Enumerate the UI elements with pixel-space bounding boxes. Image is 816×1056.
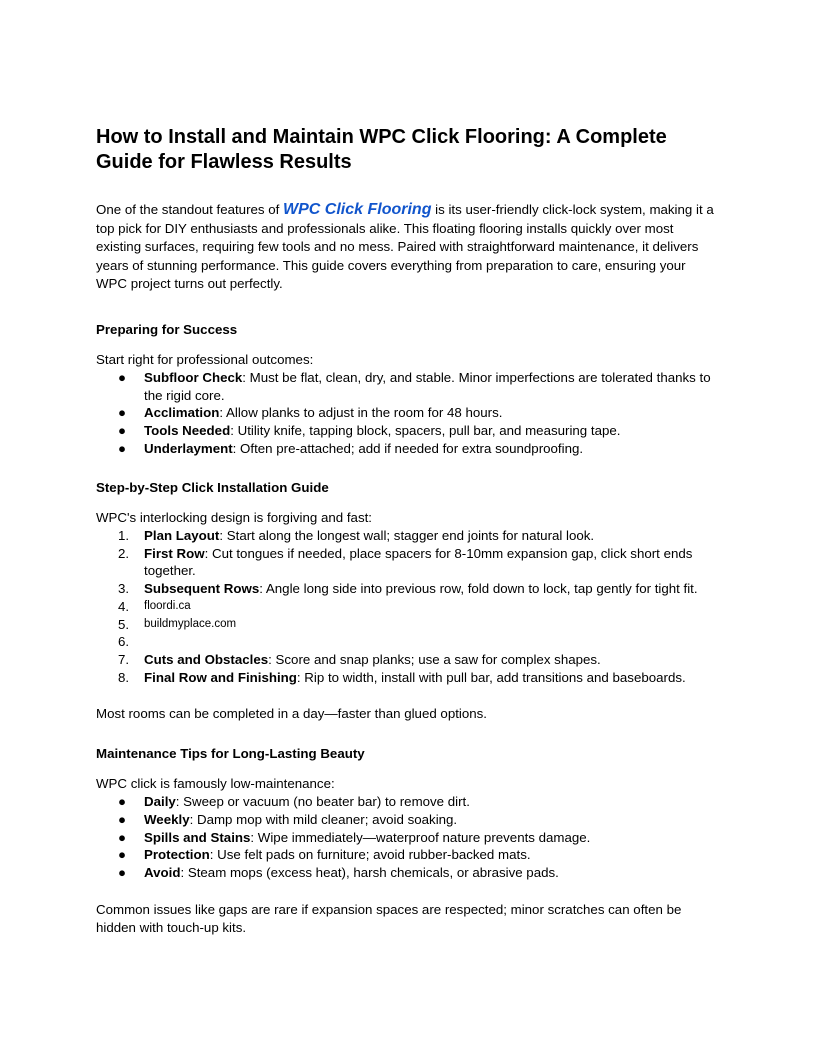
prep-list <box>96 369 720 458</box>
item-text: : Use felt pads on furniture; avoid rubber-backed mats. <box>209 847 531 863</box>
list-item <box>96 793 720 811</box>
item-text: : Damp mop with mild cleaner; avoid soaking. <box>189 812 458 828</box>
item-term: Plan Layout <box>144 528 220 544</box>
item-text: : Angle long side into previous row, fold down to lock, tap gently for tight fit. <box>259 581 698 597</box>
item-text: floordi.ca <box>144 599 191 612</box>
bullet-marker: ● <box>118 812 127 828</box>
list-number: 1. <box>118 528 130 544</box>
item-term: Underlayment <box>144 440 233 456</box>
spacer <box>96 882 720 901</box>
bullet-marker: ● <box>118 440 127 456</box>
maint-list <box>96 793 720 882</box>
item-term: Protection <box>144 847 210 863</box>
wpc-click-flooring-link[interactable]: WPC Click Flooring <box>283 201 432 218</box>
list-item <box>96 846 720 864</box>
item-term: First Row <box>144 545 205 561</box>
list-item <box>96 616 720 634</box>
install-list <box>96 527 720 686</box>
bullet-marker: ● <box>118 794 127 810</box>
intro-paragraph <box>96 201 720 294</box>
item-term: Subsequent Rows <box>144 581 260 597</box>
list-number: 5. <box>118 616 130 632</box>
list-number: 4. <box>118 598 130 614</box>
list-item <box>96 598 720 616</box>
list-item <box>96 580 720 598</box>
list-item <box>96 829 720 847</box>
list-item <box>96 864 720 882</box>
item-text: : Wipe immediately—waterproof nature prevents damage. <box>250 829 591 845</box>
list-item <box>96 440 720 458</box>
spacer <box>96 686 720 705</box>
item-text: : Utility knife, tapping block, spacers, pull bar, and measuring tape. <box>230 423 621 439</box>
intro-text-before: One of the standout features of <box>96 202 284 217</box>
item-text: : Allow planks to adjust in the room for 48 hours. <box>219 405 503 421</box>
item-term: Final Row and Finishing <box>144 669 297 685</box>
item-term: Weekly <box>144 812 190 828</box>
page-title: How to Install and Maintain WPC Click Flooring: A Complete Guide for Flawless Results <box>96 126 667 173</box>
list-number: 8. <box>118 669 130 685</box>
document-page <box>96 125 720 938</box>
list-number: 2. <box>118 545 130 561</box>
bullet-marker: ● <box>118 847 127 863</box>
list-item <box>96 633 720 651</box>
list-item <box>96 811 720 829</box>
intro-text-after: is its user-friendly click-lock system, making it a top pick for DIY enthusiasts and professionals alike. This floating flooring installs quickly over most existing surfaces, requiring few tools and no mess. Paired with straightforward maintenance, it delivers years of stunning performance. This guide covers everything from preparation to care, ensuring your WPC project turns out perfectly. <box>96 202 714 291</box>
install-after: Most rooms can be completed in a day—faster than glued options. <box>96 706 487 722</box>
list-number: 3. <box>118 581 130 597</box>
bullet-marker: ● <box>118 423 127 439</box>
install-lead: WPC's interlocking design is forgiving and fast: <box>96 509 372 525</box>
prep-lead: Start right for professional outcomes: <box>96 351 314 367</box>
item-text: : Steam mops (excess heat), harsh chemicals, or abrasive pads. <box>180 865 559 881</box>
item-text: : Rip to width, install with pull bar, add transitions and baseboards. <box>296 669 686 685</box>
section-heading-install: Step-by-Step Click Installation Guide <box>96 479 329 495</box>
list-item <box>96 527 720 545</box>
list-item <box>96 404 720 422</box>
item-term: Spills and Stains <box>144 829 251 845</box>
item-term: Subfloor Check <box>144 370 243 385</box>
item-text: : Sweep or vacuum (no beater bar) to remove dirt. <box>175 794 470 810</box>
section-heading-prep: Preparing for Success <box>96 321 238 337</box>
item-term: Daily <box>144 794 176 810</box>
maint-after: Common issues like gaps are rare if expansion spaces are respected; minor scratches can often be hidden with touch-up kits. <box>96 901 682 936</box>
list-number: 7. <box>118 651 130 667</box>
item-text: : Cut tongues if needed, place spacers for 8-10mm expansion gap, click short ends together. <box>144 545 693 579</box>
item-text: : Must be flat, clean, dry, and stable. Minor imperfections are tolerated thanks to the rigid core. <box>144 370 711 403</box>
bullet-marker: ● <box>118 829 127 845</box>
item-text: : Often pre-attached; add if needed for extra soundproofing. <box>232 440 584 456</box>
bullet-marker: ● <box>118 405 127 421</box>
item-term: Tools Needed <box>144 423 231 439</box>
section-heading-maintenance: Maintenance Tips for Long-Lasting Beauty <box>96 745 365 761</box>
list-item <box>96 545 720 580</box>
item-term: Avoid <box>144 865 181 881</box>
item-text: : Score and snap planks; use a saw for complex shapes. <box>268 651 601 667</box>
list-item <box>96 369 720 404</box>
item-term: Acclimation <box>144 405 220 421</box>
item-term: Cuts and Obstacles <box>144 651 269 667</box>
bullet-marker: ● <box>118 370 127 385</box>
item-text: buildmyplace.com <box>144 617 237 630</box>
item-text: : Start along the longest wall; stagger end joints for natural look. <box>219 528 595 544</box>
maint-lead: WPC click is famously low-maintenance: <box>96 775 335 791</box>
list-number: 6. <box>118 634 130 650</box>
list-item <box>96 669 720 687</box>
list-item <box>96 422 720 440</box>
bullet-marker: ● <box>118 865 127 881</box>
list-item <box>96 651 720 669</box>
